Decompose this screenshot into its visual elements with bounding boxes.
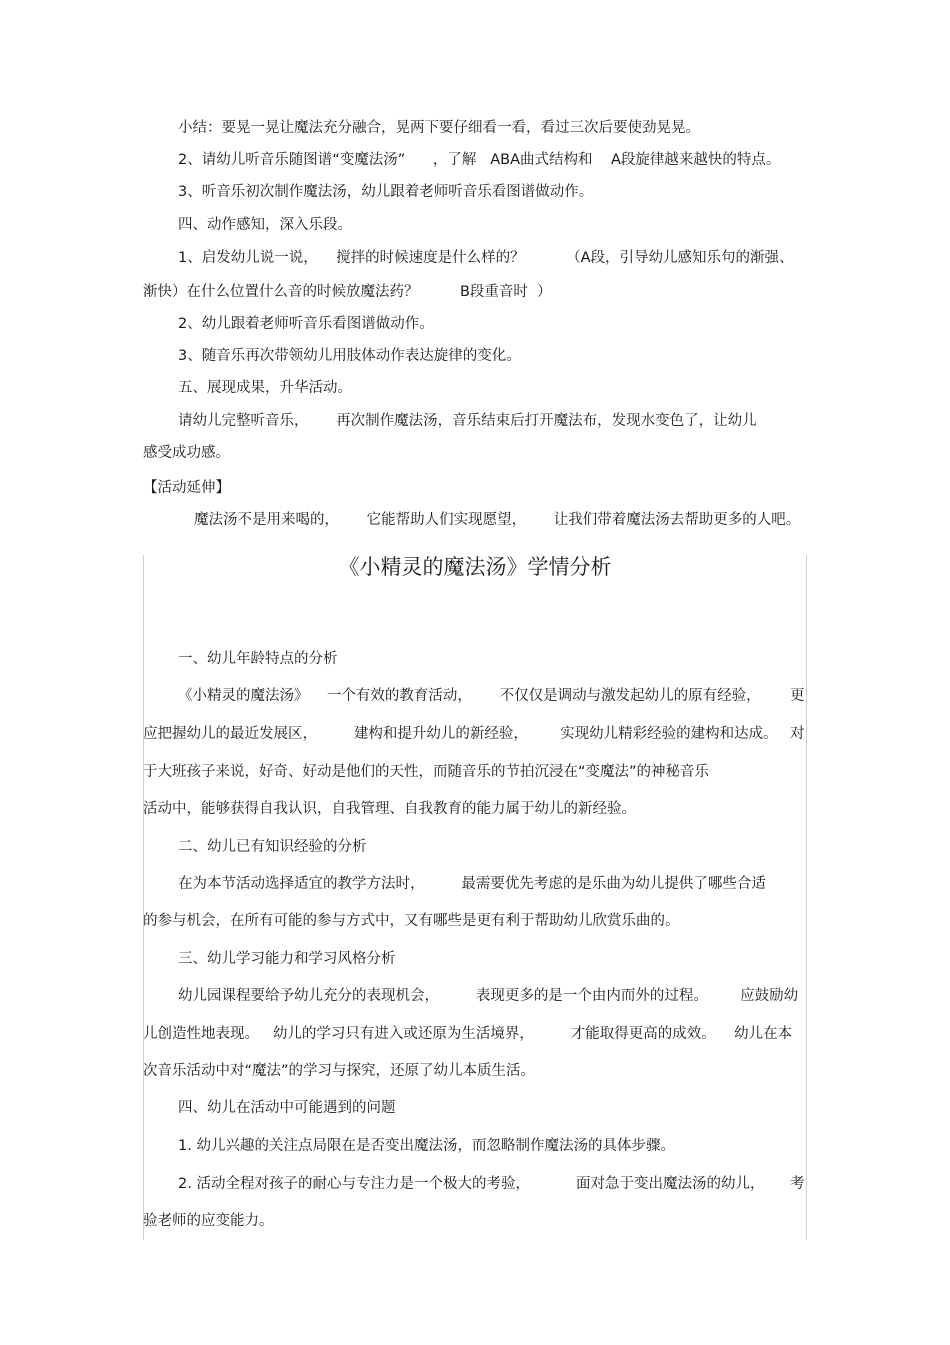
section-5-text: 请幼儿完整听音乐， 再次制作魔法汤，音乐结束后打开魔法布，发现水变色了，让幼儿 xyxy=(178,413,757,429)
analysis-para-1-line-4: 活动中，能够获得自我认识，自我管理、自我教育的能力属于幼儿的新经验。 xyxy=(143,801,636,817)
analysis-para-1-line-3: 于大班孩子来说，好奇、好动是他们的天性，而随音乐的节拍沉浸在“变魔法”的神秘音乐 xyxy=(143,764,710,780)
left-border-line xyxy=(143,555,144,1240)
analysis-para-1-line-1-end: 更 xyxy=(790,688,805,704)
right-border-line xyxy=(806,555,807,1240)
step-4-2-text: 2、幼儿跟着老师听音乐看图谱做动作。 xyxy=(178,316,434,332)
analysis-heading-1: 一、幼儿年龄特点的分析 xyxy=(178,651,338,667)
analysis-para-2-line-1: 在为本节活动选择适宜的教学方法时， 最需要优先考虑的是乐曲为幼儿提供了哪些合适 xyxy=(178,876,766,892)
step-3-text: 3、听音乐初次制作魔法汤，幼儿跟着老师听音乐看图谱做动作。 xyxy=(178,184,594,200)
step-4-1-continued: 渐快）在什么位置什么音的时候放魔法药？ B段重音时 ） xyxy=(143,284,552,300)
summary-text: 小结：要晃一晃让魔法充分融合，晃两下要仔细看一看，看过三次后要使劲晃晃。 xyxy=(178,120,700,136)
analysis-heading-3: 三、幼儿学习能力和学习风格分析 xyxy=(178,951,396,967)
analysis-title: 《小精灵的魔法汤》学情分析 xyxy=(338,555,612,579)
analysis-para-3-line-3: 次音乐活动中对“魔法”的学习与探究，还原了幼儿本质生活。 xyxy=(143,1063,536,1079)
analysis-heading-2: 二、幼儿已有知识经验的分析 xyxy=(178,839,367,855)
analysis-para-1-line-2: 应把握幼儿的最近发展区， 建构和提升幼儿的新经验， 实现幼儿精彩经验的建构和达成。 xyxy=(143,726,778,742)
analysis-para-1-line-1: 《小精灵的魔法汤》 一个有效的教育活动， 不仅仅是调动与激发起幼儿的原有经验， xyxy=(178,688,761,704)
analysis-para-4-item-2: 2. 活动全程对孩子的耐心与专注力是一个极大的考验， 面对急于变出魔法汤的幼儿， xyxy=(178,1176,765,1192)
analysis-para-4-item-2-end: 考 xyxy=(790,1176,805,1192)
analysis-para-3-line-2: 儿创造性地表现。 幼儿的学习只有进入或还原为生活境界， 才能取得更高的成效。 幼儿在本 xyxy=(143,1026,793,1042)
step-4-1-text: 1、启发幼儿说一说， 搅拌的时候速度是什么样的？ （A段，引导幼儿感知乐句的渐强、 xyxy=(178,250,794,266)
activity-extension-text: 魔法汤不是用来喝的， 它能帮助人们实现愿望， 让我们带着魔法汤去帮助更多的人吧。 xyxy=(194,512,801,528)
activity-extension-heading: 【活动延伸】 xyxy=(143,480,230,496)
analysis-heading-4: 四、幼儿在活动中可能遇到的问题 xyxy=(178,1100,396,1116)
step-2-text: 2、请幼儿听音乐随图谱“变魔法汤” ，了解 ABA曲式结构和 A段旋律越来越快的特点。 xyxy=(178,152,781,168)
section-5-heading: 五、展现成果，升华活动。 xyxy=(178,380,352,396)
analysis-para-3-line-1: 幼儿园课程要给予幼儿充分的表现机会， 表现更多的是一个由内而外的过程。 应鼓励幼 xyxy=(178,988,799,1004)
section-5-continued: 感受成功感。 xyxy=(143,445,230,461)
section-4-heading: 四、动作感知，深入乐段。 xyxy=(178,217,352,233)
analysis-para-1-line-2-end: 对 xyxy=(790,726,805,742)
analysis-para-4-item-1: 1. 幼儿兴趣的关注点局限在是否变出魔法汤，而忽略制作魔法汤的具体步骤。 xyxy=(178,1138,675,1154)
analysis-para-2-line-2: 的参与机会，在所有可能的参与方式中，又有哪些是更有利于帮助幼儿欣赏乐曲的。 xyxy=(143,913,680,929)
step-4-3-text: 3、随音乐再次带领幼儿用肢体动作表达旋律的变化。 xyxy=(178,348,521,364)
analysis-para-4-item-2-continued: 验老师的应变能力。 xyxy=(143,1213,274,1229)
